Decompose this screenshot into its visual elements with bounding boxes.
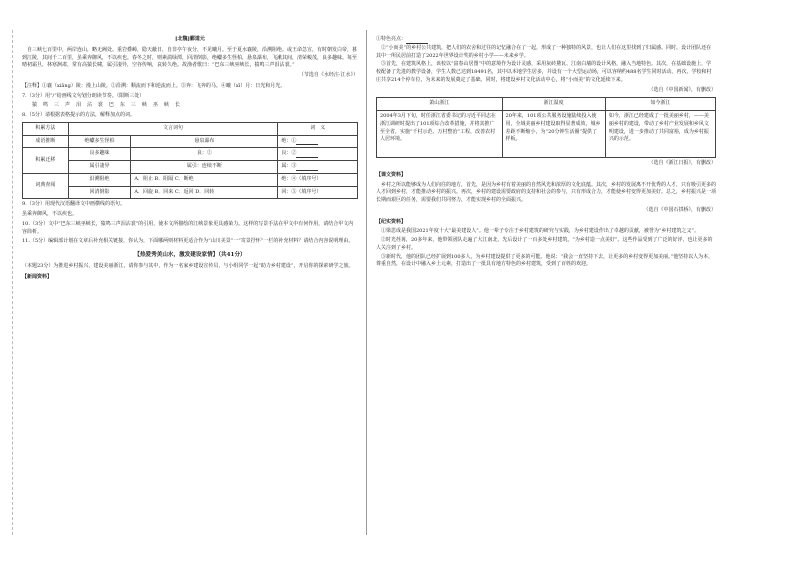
table-cell: 成语推断: [23, 135, 69, 148]
news-material-tag: 【新闻资料】: [22, 274, 53, 281]
question-9-line: 虽乘奔御风，不以疾也。: [22, 211, 78, 217]
table-cell: 回清倒影: [68, 186, 131, 199]
paragraph: ①梁思成是我国2021年度十大“最美建设人”。他一辈子专注于乡村建筑的研究与实践，为乡村建设作出了卓越的贡献，被誉为“乡村建筑之父”。: [381, 228, 699, 235]
table-cell: A．阻止 B．阻隔 C．断绝: [131, 173, 278, 186]
left-column: [22, 36, 358, 284]
answer-blank[interactable]: [296, 139, 318, 145]
table-cell: 绝：①: [281, 137, 297, 144]
table-cell: 悬泉瀑布: [131, 135, 278, 148]
table-cell: 良：②: [281, 150, 297, 157]
table-row: [23, 173, 358, 186]
question-9: 9.（3分）用现代汉语翻译文中画横线的语句。: [22, 201, 125, 208]
paragraph: ③首先，在建筑风格上，该校以“富春山居图”中的意境作为设计灵感，采用灰砖黛瓦、江南白墙的设计风格，融入当地特色。其次，在基础设施上，学校配备了先进的教学设备，学生人数已达到18491名，其中以本地学生居多，并设有一个大型运动场，可以容纳约488名学生同时活动。再次，学校和村庄共享214个停车位，为未来的发展奠定了基础。同时，将建设乡村文化活动中心，将“小而美”的文化延续下来。: [376, 61, 712, 83]
table-header: 词 义: [278, 122, 358, 135]
paragraph: 乡村之所以能够成为人们向往的地方，首先，是因为乡村有着美丽的自然风光和浓厚的文化底蕴。其次，乡村的发展离不开优秀的人才，只有吸引更多的人才回到乡村，才能推动乡村的振兴。再次，乡村的建设需要政府的支持和社会的参与，只有形成合力，才能使乡村变得更加美好。总之，乡村振兴是一项长期而艰巨的任务，需要我们共同努力，才能实现乡村的全面振兴。: [376, 181, 717, 203]
question-11: 11.（5分）编辑部计划在文章后补充相关链接，你认为，下面哪两则材料更适合作为“山川美景”一“寄景抒怀”一栏的补充材料？请结合内容说明理由。: [22, 238, 354, 245]
table-row: [23, 161, 358, 174]
table-cell: 良多趣味: [68, 148, 131, 161]
timeline-table: [376, 97, 716, 158]
table-cell: 积累迁移: [23, 148, 69, 174]
section-title: 【热爱秀美山水，激发建设家情】（共41分）: [134, 252, 246, 258]
table-header: 积累方法: [23, 122, 69, 135]
table-cell: 回：⑤（填序号）: [281, 188, 322, 195]
table-row: [23, 135, 358, 148]
table-cell: 沿溯阻绝: [68, 173, 131, 186]
paragraph: ②时光荏苒，20多年来，他带领团队走遍了大江南北，先后设计了一百多处乡村建筑，“为乡村造一点美好”。这些作品受到了广泛的好评，也让更多的人关注到了乡村。: [376, 237, 713, 251]
passage-source: （节选自《水经注·江水》）: [298, 72, 358, 78]
answer-cell[interactable]: [278, 186, 358, 199]
table-header: 文言词句: [68, 122, 278, 135]
fill-label: ①特色亮点：: [376, 36, 407, 42]
question-8: 8.（5分）请根据表格提示的方法，解释加点的词。: [22, 112, 135, 118]
answer-blank[interactable]: [406, 38, 428, 44]
source-line: （选自《浙江日报》，有删改）: [648, 160, 716, 166]
table-row: [377, 111, 716, 158]
paragraph: ③新时代，他的团队已经扩展到100多人，为乡村建设提供了更多的可能。他说：“我会一直坚持下去，让更多的乡村变得更加美丽。”他坚持以人为本，尊重自然，在设计中融入乡土元素，打造出了一批具有地方特色的乡村建筑，受到了百姓的欢迎。: [376, 253, 714, 268]
binding-seam-line: [12, 30, 13, 535]
table-header: 萧山浙江: [377, 98, 503, 111]
fill-line: [376, 36, 716, 44]
answer-cell[interactable]: [278, 148, 358, 161]
answer-cell[interactable]: [278, 161, 358, 174]
table-header: 浙江温度: [502, 98, 605, 111]
table-header: 如今浙江: [605, 98, 715, 111]
table-cell: 属引凄异: [68, 161, 131, 174]
table-cell: 20年来，101项公共服务设施陆续投入使用，全域美丽乡村建设取得显著成效，城乡差距不断缩小，为“20分钟生活圈”提供了样板。: [502, 111, 605, 158]
right-column: [376, 36, 716, 270]
passage-paragraph: 自三峡七百里中，两岸连山，略无阙处。重岩叠嶂，隐天蔽日，自非亭午夜分，不见曦月。至于夏水襄陵，沿溯阻绝。或王命急宣，有时朝发白帝，暮到江陵，其间千二百里，虽乘奔御风，不以疾也。春冬之时，则素湍绿潭，回清倒影，绝巘多生怪柏，悬泉瀑布，飞漱其间，清荣峻茂，良多趣味。每至晴初霜旦，林寒涧肃，常有高猿长啸，属引凄异，空谷传响，哀转久绝。故渔者歌曰：“巴东三峡巫峡长，猿鸣三声泪沾裳。”: [22, 46, 358, 69]
table-cell: A．回旋 B．回来 C．返回 D．回转: [131, 186, 278, 199]
answer-blank[interactable]: [296, 152, 318, 158]
question-10: 10.（3分）文中“巴东三峡巫峡长，猿鸣三声泪沾裳”的引用，使本文所描绘的江峡景象更具感染力。这样的写景手法在甲文中有何作用，请结合甲文内容简析。: [22, 220, 354, 235]
material-tag: 【课文资料】: [376, 171, 407, 178]
table-cell: 2004年3月下旬，时任浙江省委书记的习近平同志在浙江调研时提出了101项综合改革措施，并将其推广至全省，实施“千村示范、万村整治”工程，改善农村人居环境。: [377, 111, 503, 158]
answer-cell[interactable]: [278, 173, 358, 186]
source-line: （选自《中国新闻》，有删改）: [648, 86, 716, 93]
passage-title: [北魏]郦道元: [175, 36, 205, 42]
paragraph: ②“小而美”的乡村公共建筑，把人们的农舍和过往的记忆融合在了一起，形成了一种独特的风景，也让人们在这里找到了归属感。同时，设计团队还在其中一所民居前打造了2022年世界设计奖的乡村小学——未来乡学。: [376, 44, 712, 59]
table-header-row: [377, 98, 716, 111]
table-cell: 如今，浙江已经建成了一批美丽乡村，——美丽乡村的建设，带动了乡村产业发展和乡风文明建设，进一步推动了共同富裕，成为乡村振兴的示范。: [605, 111, 715, 158]
record-tag: 【纪实资料】: [376, 218, 407, 225]
table-cell: 词典查阅: [23, 173, 69, 199]
answer-cell[interactable]: [278, 135, 358, 148]
source-line: （选自《中国石拱桥》，有删改）: [643, 206, 716, 213]
answer-blank[interactable]: [296, 165, 318, 171]
table-cell: 绝：④（填序号）: [281, 175, 322, 182]
table-cell: 属：③: [281, 163, 297, 169]
table-header-row: [23, 122, 358, 135]
question-7: 7.（3分）用“/”给画线文句划分朗读节奏。（限断三处）: [22, 92, 145, 99]
table-cell: 绝巘多生怪柏: [68, 135, 131, 148]
table-cell: 良：②: [131, 148, 278, 161]
table-row: [23, 186, 358, 199]
notes: 【注释】①襄（xiāng）陵：漫上山陵。②沿溯：顺流而下和逆流而上。③奔：飞奔的马。④曦（xī）月：日光和月光。: [22, 82, 286, 89]
section-intro: （本题23分）为推进乡村振兴，建设美丽浙江，请你参与其中，作为一名家乡建设宣传员，与小组同学一起“助力乡村建设”，开启你的探索研学之旅。: [22, 262, 354, 269]
table-cell: 属引：连续不断: [131, 161, 278, 174]
question-8-table: [22, 122, 358, 200]
column-divider: [366, 30, 367, 535]
table-row: [23, 148, 358, 161]
question-7-characters: 猿 鸣 三 声 泪 沾 裳 巴 东 三 峡 巫 峡 长: [32, 102, 183, 109]
